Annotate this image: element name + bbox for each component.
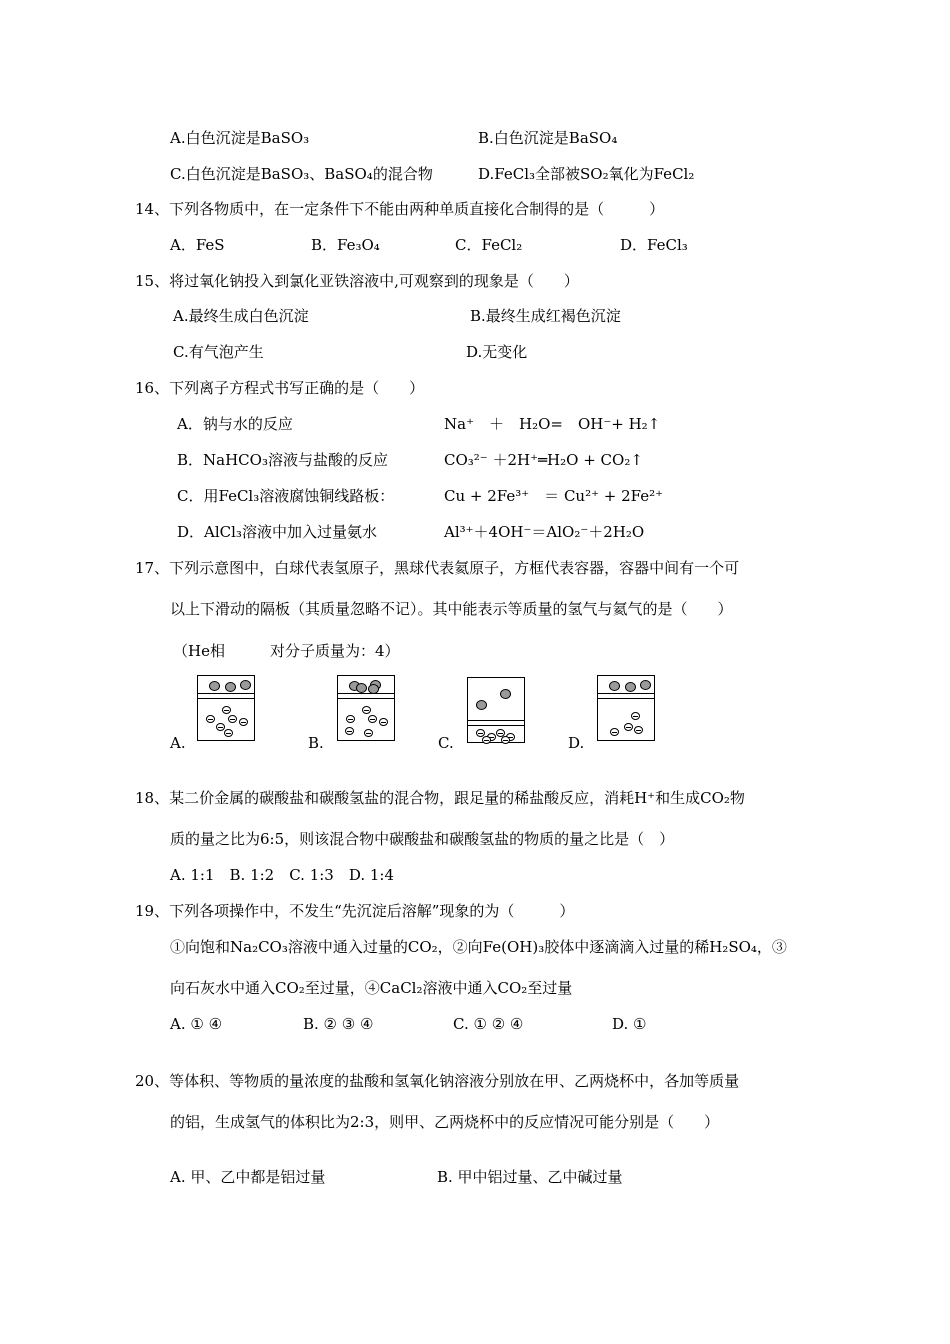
q15-option-c: C.有气泡产生 bbox=[173, 343, 264, 361]
hydrogen-atom bbox=[364, 729, 373, 737]
q13-option-a: A.白色沉淀是BaSO₃ bbox=[170, 129, 310, 147]
q14-option-d: D．FeCl₃ bbox=[620, 236, 688, 254]
q16-option-c-equation: Cu + 2Fe³⁺ ＝ Cu²⁺ + 2Fe²⁺ bbox=[444, 487, 664, 505]
q16-stem: 16、下列离子方程式书写正确的是（ ） bbox=[135, 379, 425, 397]
q17-label-a: A. bbox=[170, 734, 186, 752]
q15-option-a: A.最终生成白色沉淀 bbox=[173, 307, 309, 325]
q15-option-d: D.无变化 bbox=[466, 343, 528, 361]
q16-option-b-label: B．NaHCO₃溶液与盐酸的反应 bbox=[177, 451, 388, 469]
q16-option-a-label: A．钠与水的反应 bbox=[177, 415, 293, 433]
q20-stem-line1: 20、等体积、等物质的量浓度的盐酸和氢氧化钠溶液分别放在甲、乙两烧杯中，各加等质量 bbox=[135, 1072, 740, 1090]
hydrogen-atom bbox=[368, 715, 377, 723]
q13-option-b: B.白色沉淀是BaSO₄ bbox=[478, 129, 618, 147]
hydrogen-atom bbox=[379, 718, 388, 726]
container-diagram-c bbox=[467, 677, 525, 743]
hydrogen-atom bbox=[482, 736, 491, 744]
helium-atom bbox=[240, 680, 251, 690]
q13-option-c: C.白色沉淀是BaSO₃、BaSO₄的混合物 bbox=[170, 165, 433, 183]
hydrogen-atom bbox=[239, 718, 248, 726]
partition bbox=[338, 693, 394, 699]
q16-option-d-label: D．AlCl₃溶液中加入过量氨水 bbox=[177, 523, 377, 541]
q17-note: （He相 对分子质量为：4） bbox=[173, 642, 400, 660]
helium-atom bbox=[476, 700, 487, 710]
q13-option-d: D.FeCl₃全部被SO₂氧化为FeCl₂ bbox=[478, 165, 695, 183]
q17-stem-line1: 17、下列示意图中，白球代表氢原子，黑球代表氦原子，方框代表容器，容器中间有一个可 bbox=[135, 559, 740, 577]
q14-stem: 14、下列各物质中，在一定条件下不能由两种单质直接化合制得的是（ ） bbox=[135, 200, 665, 218]
container-diagram-a bbox=[197, 675, 255, 741]
q15-option-b: B.最终生成红褐色沉淀 bbox=[470, 307, 621, 325]
hydrogen-atom bbox=[501, 736, 510, 744]
partition bbox=[198, 693, 254, 699]
q19-option-b: B. ② ③ ④ bbox=[303, 1015, 374, 1033]
helium-atom bbox=[500, 689, 511, 699]
hydrogen-atom bbox=[206, 715, 215, 723]
hydrogen-atom bbox=[216, 723, 225, 731]
q17-stem-line2: 以上下滑动的隔板（其质量忽略不记）。其中能表示等质量的氢气与氦气的是（ ） bbox=[170, 600, 733, 618]
hydrogen-atom bbox=[362, 706, 371, 714]
hydrogen-atom bbox=[610, 728, 619, 736]
helium-atom bbox=[625, 682, 636, 692]
q18-stem-line2: 质的量之比为6:5，则该混合物中碳酸盐和碳酸氢盐的物质的量之比是（ ） bbox=[170, 830, 675, 848]
q19-line1: ①向饱和Na₂CO₃溶液中通入过量的CO₂，②向Fe(OH)₃胶体中逐滴滴入过量的稀H₂SO₄，③ bbox=[170, 938, 787, 956]
q20-option-b: B. 甲中铝过量、乙中碱过量 bbox=[437, 1168, 623, 1186]
q16-option-c-label: C．用FeCl₃溶液腐蚀铜线路板： bbox=[177, 487, 395, 505]
q16-option-d-equation: Al³⁺＋4OH⁻＝AlO₂⁻＋2H₂O bbox=[444, 523, 645, 541]
helium-atom bbox=[640, 680, 651, 690]
q19-option-d: D. ① bbox=[612, 1015, 647, 1033]
q19-option-c: C. ① ② ④ bbox=[453, 1015, 524, 1033]
helium-atom bbox=[609, 681, 620, 691]
hydrogen-atom bbox=[222, 706, 231, 714]
helium-atom bbox=[368, 684, 379, 694]
q19-option-a: A. ① ④ bbox=[170, 1015, 223, 1033]
q20-stem-line2: 的铝，生成氢气的体积比为2:3，则甲、乙两烧杯中的反应情况可能分别是（ ） bbox=[170, 1113, 720, 1131]
helium-atom bbox=[209, 681, 220, 691]
q17-label-b: B. bbox=[308, 734, 324, 752]
q14-option-a: A．FeS bbox=[170, 236, 225, 254]
helium-atom bbox=[225, 682, 236, 692]
hydrogen-atom bbox=[624, 723, 633, 731]
q18-stem-line1: 18、某二价金属的碳酸盐和碳酸氢盐的混合物，跟足量的稀盐酸反应，消耗H⁺和生成CO₂物 bbox=[135, 789, 745, 807]
q19-line2: 向石灰水中通入CO₂至过量，④CaCl₂溶液中通入CO₂至过量 bbox=[170, 979, 573, 997]
partition bbox=[468, 720, 524, 726]
q17-label-d: D. bbox=[568, 734, 585, 752]
q14-option-b: B．Fe₃O₄ bbox=[311, 236, 380, 254]
hydrogen-atom bbox=[634, 726, 643, 734]
hydrogen-atom bbox=[224, 729, 233, 737]
q17-label-c: C. bbox=[438, 734, 454, 752]
q20-option-a: A. 甲、乙中都是铝过量 bbox=[170, 1168, 326, 1186]
q18-options: A. 1:1 B. 1:2 C. 1:3 D. 1:4 bbox=[170, 866, 394, 884]
q15-stem: 15、将过氧化钠投入到氯化亚铁溶液中,可观察到的现象是（ ） bbox=[135, 272, 579, 290]
hydrogen-atom bbox=[228, 715, 237, 723]
q19-stem: 19、下列各项操作中，不发生“先沉淀后溶解”现象的为（ ） bbox=[135, 902, 575, 920]
partition bbox=[598, 693, 654, 699]
hydrogen-atom bbox=[631, 712, 640, 720]
hydrogen-atom bbox=[345, 727, 354, 735]
container-diagram-d bbox=[597, 675, 655, 741]
q16-option-a-equation: Na⁺ ＋ H₂O= OH⁻+ H₂↑ bbox=[444, 415, 661, 433]
q16-option-b-equation: CO₃²⁻ ＋2H⁺═H₂O + CO₂↑ bbox=[444, 451, 643, 469]
q14-option-c: C．FeCl₂ bbox=[455, 236, 523, 254]
hydrogen-atom bbox=[346, 715, 355, 723]
helium-atom bbox=[356, 683, 367, 693]
container-diagram-b bbox=[337, 675, 395, 741]
